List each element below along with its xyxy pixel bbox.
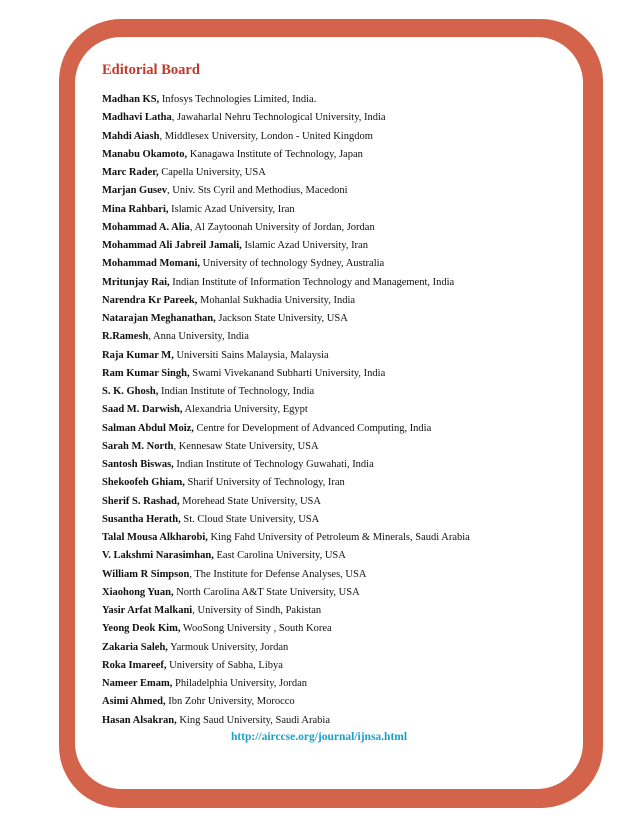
member-affiliation: East Carolina University, USA — [213, 550, 346, 562]
member-name: Shekoofeh Ghiam, — [102, 477, 185, 489]
member-entry — [102, 712, 582, 730]
member-affiliation: Philadelphia University, Jordan — [172, 678, 308, 689]
member-name: V. Lakshmi Narasimhan, — [102, 550, 214, 562]
editorial-board-section — [102, 60, 582, 730]
member-name: Nameer Emam, — [102, 678, 173, 689]
member-affiliation: Islamic Azad University, Iran — [168, 203, 295, 215]
journal-link[interactable]: http://airccse.org/journal/ijnsa.html — [230, 731, 408, 743]
member-name: Mahdi Aiash — [102, 130, 160, 142]
member-affiliation: Mohanlal Sukhadia University, India — [197, 294, 356, 306]
member-affiliation: St. Cloud State University, USA — [180, 513, 320, 525]
section-title: Editorial Board — [102, 62, 200, 78]
member-affiliation: , The Institute for Defense Analyses, USA — [189, 568, 367, 580]
member-entry — [102, 219, 582, 237]
member-entry — [102, 529, 582, 547]
member-entry — [102, 310, 582, 328]
member-entry — [102, 347, 582, 365]
member-name: Natarajan Meghanathan, — [102, 313, 216, 324]
member-entry — [102, 383, 582, 401]
member-name: Talal Mousa Alkharobi, — [102, 532, 208, 543]
member-affiliation: Jackson State University, USA — [215, 313, 348, 324]
member-affiliation: Universiti Sains Malaysia, Malaysia — [173, 349, 329, 361]
member-entry — [102, 146, 582, 164]
member-name: Xiaohong Yuan, — [102, 586, 174, 598]
member-list — [102, 91, 582, 730]
member-name: Salman Abdul Moiz, — [102, 422, 194, 434]
member-entry — [102, 201, 582, 219]
member-entry — [102, 639, 582, 657]
member-name: Manabu Okamoto, — [102, 148, 188, 160]
member-affiliation: , University of Sindh, Pakistan — [192, 605, 322, 616]
member-name: Ram Kumar Singh, — [102, 367, 190, 379]
member-affiliation: Kanagawa Institute of Technology, Japan — [187, 148, 363, 160]
member-entry — [102, 328, 582, 346]
member-affiliation: University of technology Sydney, Australia — [200, 258, 385, 270]
member-entry — [102, 675, 582, 693]
member-affiliation: Centre for Development of Advanced Computing, India — [193, 422, 432, 434]
member-affiliation: , Jawaharlal Nehru Technological University, India — [171, 112, 386, 124]
member-affiliation: WooSong University , South Korea — [180, 623, 332, 635]
member-name: Narendra Kr Pareek, — [102, 294, 198, 306]
member-affiliation: King Fahd University of Petroleum & Minerals, Saudi Arabia — [207, 532, 470, 543]
member-name: Mritunjay Rai, — [102, 276, 170, 288]
member-name: Sherif S. Rashad, — [102, 495, 180, 507]
member-name: Susantha Herath, — [102, 513, 181, 525]
member-affiliation: Swami Vivekanand Subharti University, India — [189, 367, 386, 379]
member-name: Yasir Arfat Malkani — [102, 605, 193, 616]
member-name: Santosh Biswas, — [102, 459, 174, 470]
member-entry — [102, 620, 582, 638]
member-name: Madhavi Latha — [102, 112, 172, 124]
member-entry — [102, 365, 582, 383]
member-affiliation: , Kennesaw State University, USA — [173, 440, 319, 452]
member-entry — [102, 401, 582, 419]
member-entry — [102, 255, 582, 273]
member-name: Saad M. Darwish, — [102, 404, 183, 416]
member-name: Zakaria Saleh, — [102, 641, 168, 653]
member-name: Mina Rahbari, — [102, 203, 169, 215]
member-entry — [102, 657, 582, 675]
member-affiliation: Indian Institute of Information Technology and Management, India — [169, 276, 455, 288]
member-affiliation: Yarmouk University, Jordan — [167, 641, 289, 653]
member-name: Mohammad A. Alia — [102, 221, 190, 233]
member-entry — [102, 602, 582, 620]
member-name: Mohammad Momani, — [102, 258, 200, 270]
member-entry — [102, 237, 582, 255]
member-name: Roka Imareef, — [102, 659, 167, 671]
member-affiliation: University of Sabha, Libya — [166, 659, 283, 671]
member-affiliation: , Middlesex University, London - United Kingdom — [159, 130, 373, 142]
member-affiliation: Alexandria University, Egypt — [182, 404, 308, 416]
member-entry — [102, 292, 582, 310]
member-affiliation: North Carolina A&T State University, USA — [173, 586, 360, 598]
member-entry — [102, 274, 582, 292]
member-name: Raja Kumar M, — [102, 349, 174, 361]
member-entry — [102, 511, 582, 529]
member-name: Marc Rader, — [102, 167, 159, 178]
member-affiliation: Indian Institute of Technology, India — [158, 386, 315, 397]
member-affiliation: , Al Zaytoonah University of Jordan, Jordan — [189, 221, 375, 233]
member-name: Yeong Deok Kim, — [102, 623, 181, 635]
member-name: S. K. Ghosh, — [102, 386, 159, 397]
member-entry — [102, 493, 582, 511]
member-entry — [102, 547, 582, 565]
member-entry — [102, 420, 582, 438]
member-entry — [102, 584, 582, 602]
member-name: Asimi Ahmed, — [102, 696, 166, 708]
member-entry — [102, 182, 582, 200]
member-entry — [102, 474, 582, 492]
member-affiliation: Capella University, USA — [158, 167, 266, 178]
member-affiliation: Morehead State University, USA — [179, 495, 321, 507]
member-name: Madhan KS, — [102, 94, 160, 105]
member-entry — [102, 438, 582, 456]
member-entry — [102, 566, 582, 584]
member-affiliation: Ibn Zohr University, Morocco — [165, 696, 295, 708]
member-entry — [102, 456, 582, 474]
member-affiliation: , Anna University, India — [148, 331, 249, 343]
member-entry — [102, 693, 582, 711]
member-affiliation: Islamic Azad University, Iran — [241, 240, 368, 251]
member-name: Mohammad Ali Jabreil Jamali, — [102, 240, 242, 251]
member-affiliation: , Univ. Sts Cyril and Methodius, Macedoni — [167, 185, 348, 197]
member-entry — [102, 164, 582, 182]
member-affiliation: Sharif University of Technology, Iran — [184, 477, 345, 489]
member-entry — [102, 109, 582, 127]
member-name: Sarah M. North — [102, 440, 174, 452]
member-entry — [102, 128, 582, 146]
member-name: R.Ramesh — [102, 331, 149, 343]
member-name: Hasan Alsakran, — [102, 714, 177, 726]
member-affiliation: Infosys Technologies Limited, India. — [159, 94, 317, 105]
member-affiliation: King Saud University, Saudi Arabia — [176, 714, 331, 726]
member-name: William R Simpson — [102, 568, 190, 580]
member-name: Marjan Gusev — [102, 185, 168, 197]
member-affiliation: Indian Institute of Technology Guwahati, India — [173, 459, 374, 470]
member-entry — [102, 91, 582, 109]
